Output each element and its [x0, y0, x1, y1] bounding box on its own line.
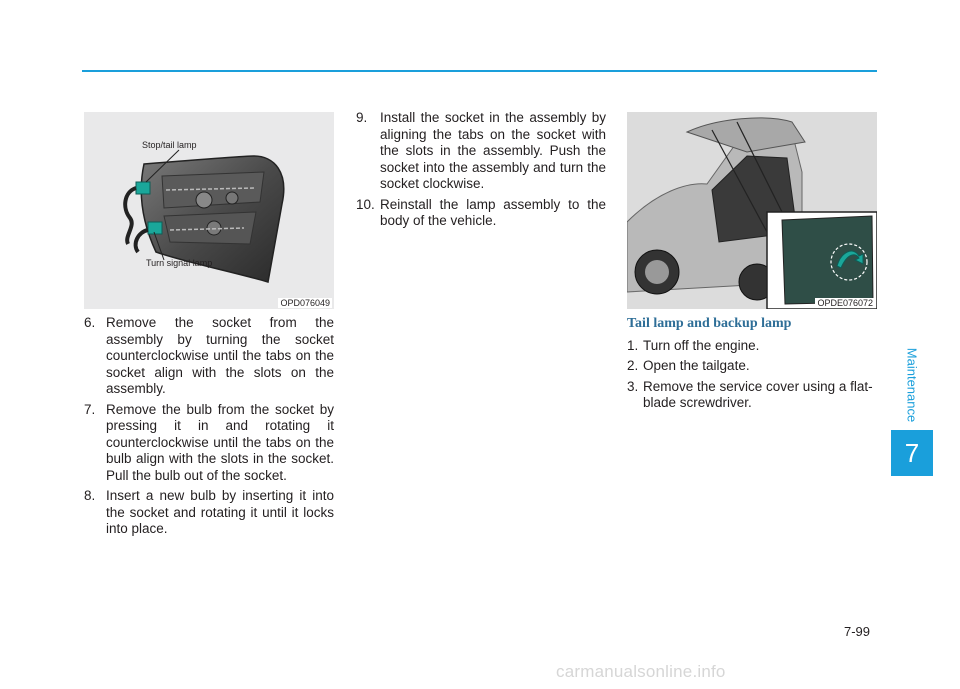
- watermark: carmanualsonline.info: [556, 662, 726, 681]
- step-number: 2.: [627, 358, 639, 373]
- step-2: [627, 358, 877, 375]
- step-text: Remove the service cover using a flat-blade screwdriver.: [643, 378, 873, 410]
- step-text: Reinstall the lamp assembly to the body of the vehicle.: [380, 196, 606, 228]
- step-number: 3.: [627, 378, 639, 394]
- step-9: [356, 110, 606, 193]
- tail-lamp-assembly-figure: [84, 112, 334, 309]
- tail-lamp-illustration: [84, 112, 334, 309]
- figure-code: OPDE076072: [817, 298, 873, 308]
- column-2: [356, 110, 606, 234]
- column-3: [627, 314, 877, 416]
- step-number: 9.: [356, 110, 368, 125]
- page-number: 7-99: [844, 624, 871, 639]
- step-number: 1.: [627, 337, 639, 353]
- step-text: Install the socket in the assembly by aligning the tabs on the socket with the slots in the assembly. Push the socket into the assembly and turn the socket clockwise.: [380, 110, 606, 191]
- step-8: [84, 488, 334, 538]
- step-number: 8.: [84, 488, 96, 503]
- step-1: [627, 338, 877, 355]
- step-text: Turn off the engine.: [643, 337, 760, 353]
- step-text: Insert a new bulb by inserting it into the socket and rotating it until it locks into place.: [106, 488, 334, 536]
- step-text: Open the tailgate.: [643, 358, 750, 373]
- open-tailgate-figure: [627, 112, 877, 309]
- section-name: Maintenance: [904, 347, 920, 423]
- step-number: 6.: [84, 315, 96, 330]
- car-tailgate-illustration: [627, 112, 877, 309]
- figure-code: OPD076049: [280, 298, 330, 308]
- step-3: [627, 379, 877, 412]
- section-side-label: [892, 340, 932, 430]
- step-number: 10.: [356, 196, 375, 212]
- step-text: Remove the bulb from the socket by pressing it in and rotating it counterclockwise until the tabs on the bulb align with the slots in the socket. Pull the bulb out of the socket.: [106, 401, 334, 483]
- step-6: [84, 315, 334, 398]
- stop-tail-lamp-callout: Stop/tail lamp: [142, 140, 197, 150]
- header-rule: [82, 70, 877, 72]
- step-number: 7.: [84, 401, 96, 417]
- step-7: [84, 402, 334, 485]
- chapter-tab: 7: [891, 430, 933, 476]
- column-1: [84, 315, 334, 542]
- step-10: [356, 197, 606, 230]
- section-heading: Tail lamp and backup lamp: [627, 316, 792, 331]
- step-text: Remove the socket from the assembly by turning the socket counterclockwise until the tabs on the socket align with the slots on the assembly.: [106, 315, 334, 396]
- turn-signal-lamp-callout: Turn signal lamp: [146, 258, 213, 268]
